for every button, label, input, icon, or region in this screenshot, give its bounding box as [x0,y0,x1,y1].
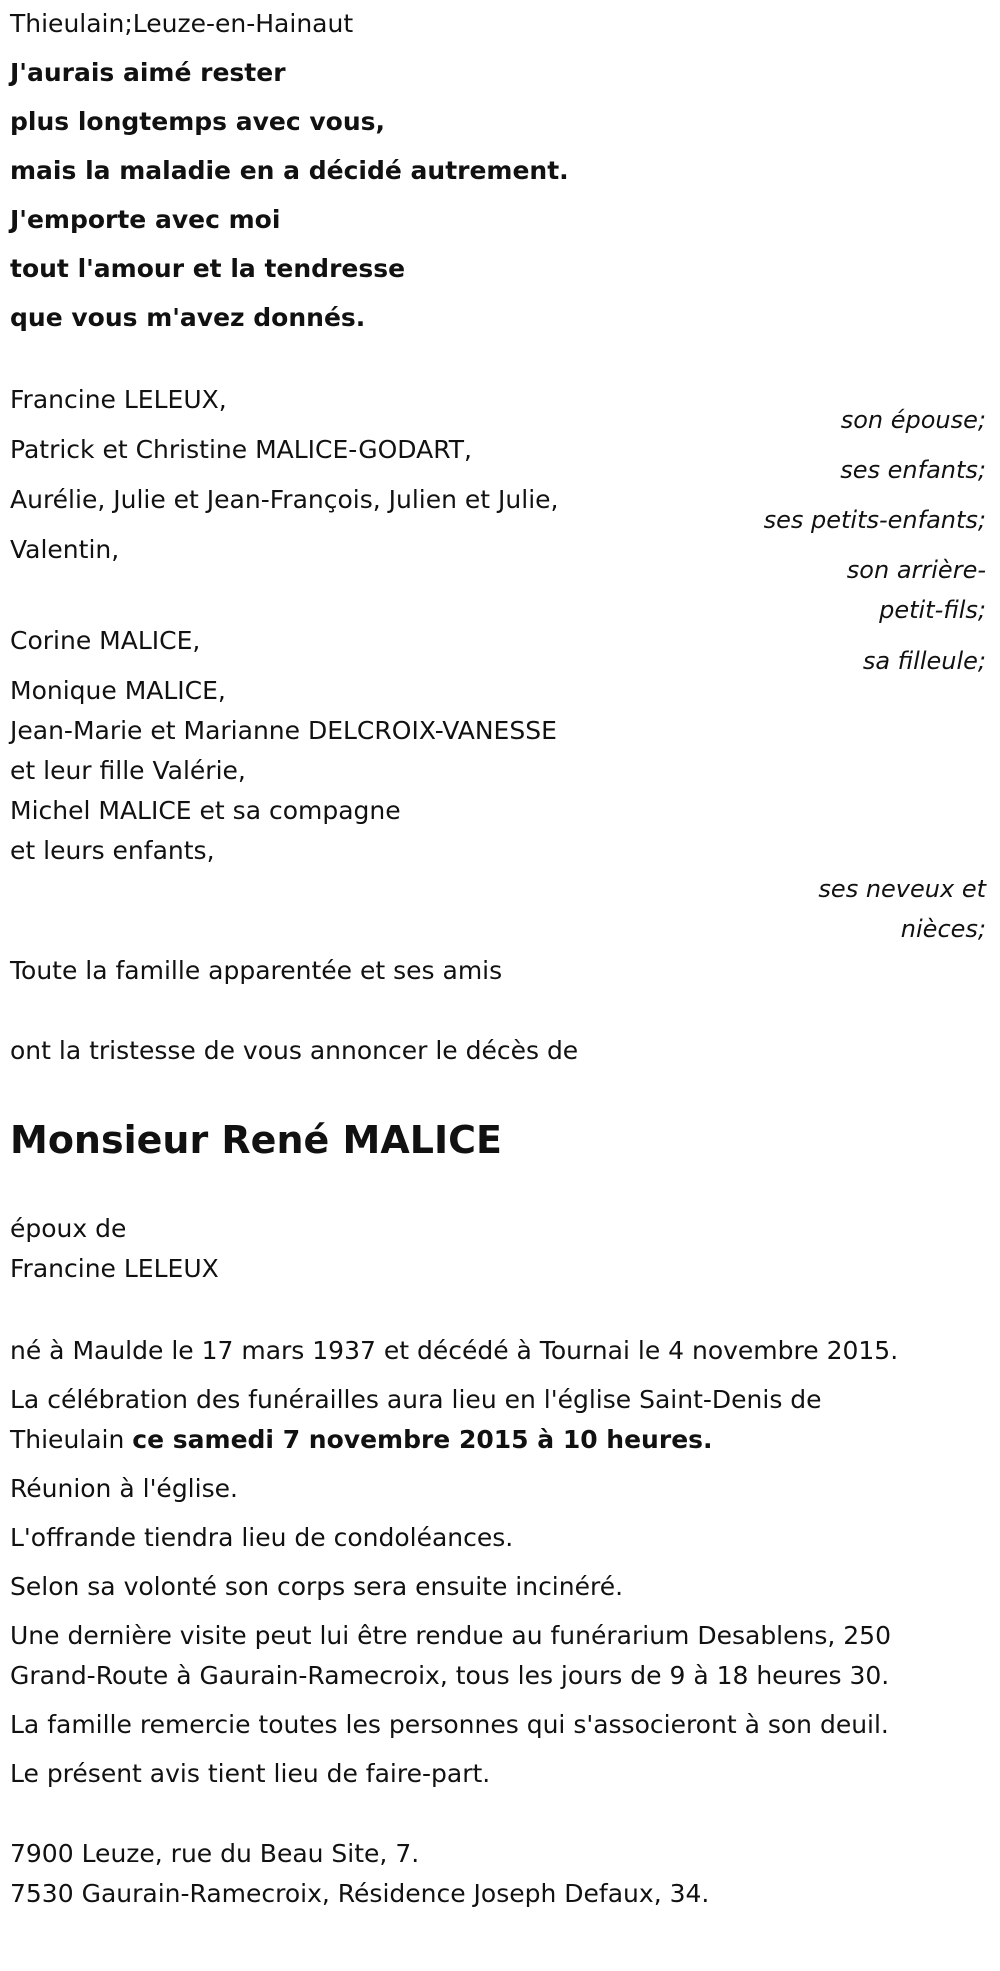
ceremony-paragraph [10,1380,986,1460]
family-role: ses petits-enfants; [763,506,986,534]
all-family-line: Toute la famille apparentée et ses amis [10,956,503,985]
address-line: 7900 Leuze, rue du Beau Site, 7. [10,1839,420,1868]
address-line: 7530 Gaurain-Ramecroix, Résidence Joseph Defaux, 34. [10,1879,710,1908]
announcement-intro: ont la tristesse de vous annoncer le décès de [10,1036,579,1065]
thanks-line: La famille remercie toutes les personnes qui s'associeront à son deuil. [10,1710,889,1739]
family-entry-nephews-nieces [10,671,986,949]
family-role: petit-fils; [879,596,986,624]
ceremony-place: Thieulain [10,1425,133,1454]
visit-paragraph [10,1616,986,1696]
spouse-label: époux de [10,1214,127,1243]
deceased-name: Monsieur René MALICE [10,1118,502,1162]
family-role: son arrière- [846,556,986,584]
visit-line: Grand-Route à Gaurain-Ramecroix, tous les jours de 9 à 18 heures 30. [10,1661,890,1690]
family-name: Jean-Marie et Marianne DELCROIX-VANESSE [10,716,557,745]
meeting-line: Réunion à l'église. [10,1474,238,1503]
family-role: ses enfants; [840,456,986,484]
family-name: Patrick et Christine MALICE-GODART, [10,435,472,464]
birth-death-line: né à Maulde le 17 mars 1937 et décédé à Tournai le 4 novembre 2015. [10,1336,899,1365]
poem-line: J'aurais aimé rester [10,58,286,87]
family-name: Michel MALICE et sa compagne [10,796,401,825]
family-role: nièces; [900,915,986,943]
addresses-block [10,1834,986,1914]
family-list [10,380,986,991]
spouse-block [10,1209,986,1289]
obituary-notice [10,0,986,1914]
poem-line: J'emporte avec moi [10,205,281,234]
details-block [10,1331,986,1794]
ceremony-line: La célébration des funérailles aura lieu en l'église Saint-Denis de [10,1385,822,1414]
family-name: Corine MALICE, [10,626,201,655]
family-entry-great-grandson [10,530,986,630]
family-name: et leurs enfants, [10,836,215,865]
family-role: ses neveux et [818,875,986,903]
poem-line: tout l'amour et la tendresse [10,254,406,283]
poem-line: que vous m'avez donnés. [10,303,366,332]
family-name: Francine LELEUX, [10,385,227,414]
poem-line: mais la maladie en a décidé autrement. [10,156,569,185]
offering-line: L'offrande tiendra lieu de condoléances. [10,1523,514,1552]
visit-line: Une dernière visite peut lui être rendue au funérarium Desablens, 250 [10,1621,891,1650]
spouse-name: Francine LELEUX [10,1254,219,1283]
family-name: Monique MALICE, [10,676,226,705]
ceremony-line [10,1420,986,1460]
ceremony-date: ce samedi 7 novembre 2015 à 10 heures. [132,1425,713,1454]
family-name: et leur fille Valérie, [10,756,246,785]
place-header: Thieulain;Leuze-en-Hainaut [10,9,354,38]
poem [10,48,986,342]
family-name: Valentin, [10,535,120,564]
family-role: son épouse; [840,406,986,434]
cremation-line: Selon sa volonté son corps sera ensuite incinéré. [10,1572,624,1601]
notice-line: Le présent avis tient lieu de faire-part. [10,1759,491,1788]
family-name: Aurélie, Julie et Jean-François, Julien et Julie, [10,485,559,514]
family-role: sa filleule; [862,647,986,675]
poem-line: plus longtemps avec vous, [10,107,386,136]
